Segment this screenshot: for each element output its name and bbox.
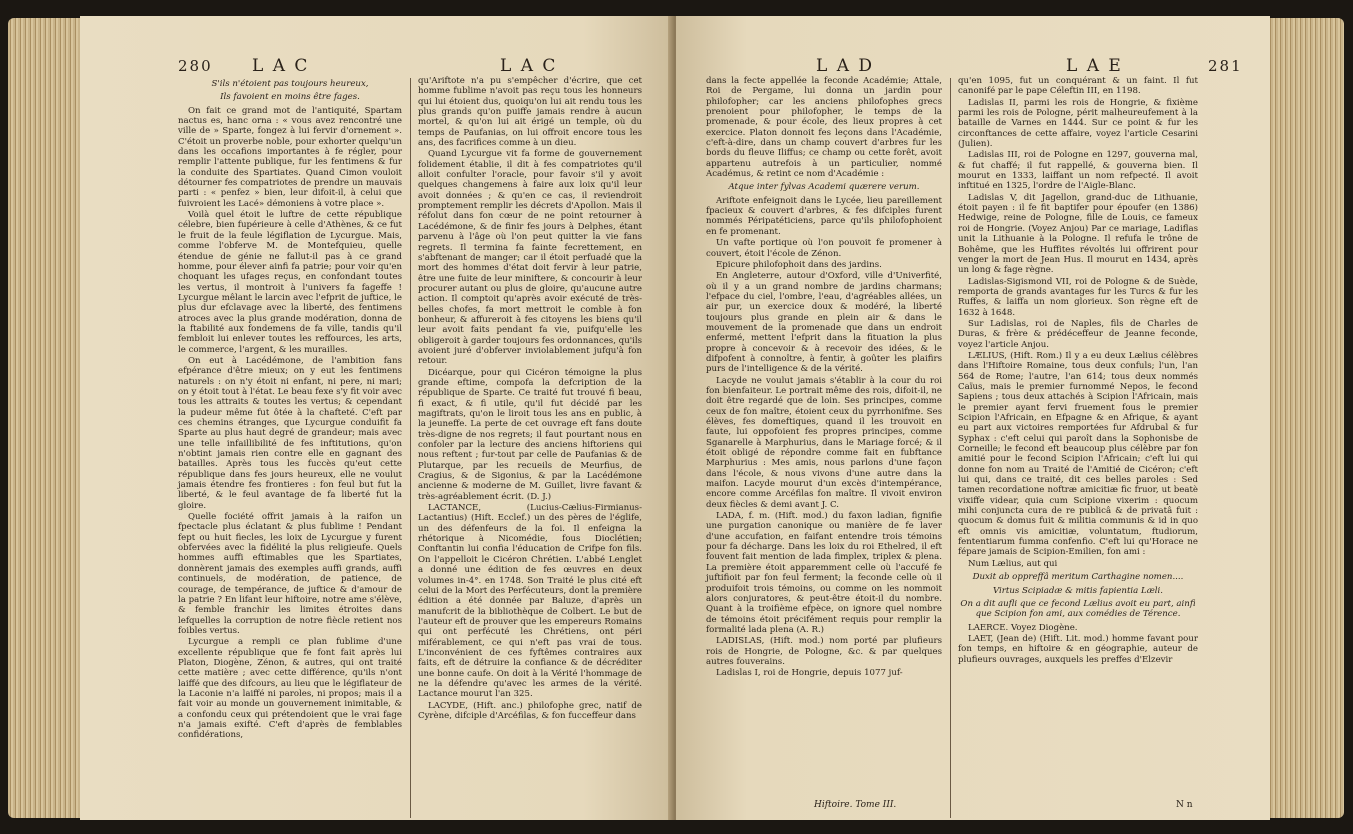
left-page [80, 16, 672, 820]
paragraph: Dicéarque, pour qui Cicéron témoigne la plus grande eftime, compofa la defcription de la république de Sparte. Ce traité fut trouvé fi beau, fi exact, & fi utile, qu'il fut décidé par les magiftrats, qu'on le liroit tous les ans en public, à la jeuneffe. La perte de cet ouvrage eft fans doute très-digne de nos regrets; il faut pourtant nous en confoler par la lecture des anciens hiftoriens qui nous reftent ; fur-tout par celle de Paufanias & de Plutarque, par les recueils de Meurfius, de Cragius, & de Sigonius, & par la Lacédémone ancienne & moderne de M. Guillet, livre favant & très-agréablement écrit. (D. J.) [418, 367, 642, 502]
paragraph: Quelle fociété offrit jamais à la raifon un fpectacle plus éclatant & plus fublime ! Pendant fept ou huit fiecles, les loix de Lycurgue y furent obfervées avec la fidélité la plus religieufe. Quels hommes auffi eftimables que les Spartiates, donnèrent jamais des exemples auffi grands, auffi continuels, de modération, de patience, de courage, de tempérance, de juftice & d'amour de la patrie ? En lifant leur hiftoire, notre ame s'élève, & femble franchir les limites étroites dans lefquelles la corruption de notre fiècle retient nos foibles vertus. [178, 512, 403, 636]
paragraph: qu'en 1095, fut un conquérant & un faint. Il fut canonifé par le pape Céleftin III, en 1198. [958, 76, 1198, 97]
paragraph: En Angleterre, autour d'Oxford, ville d'Univerfité, où il y a un grand nombre de jardins charmans; l'efpace du ciel, l'ombre, l'eau, d'agréables allées, un air pur, un exercice doux & modéré, la liberté toujours plus grande en plein air & dans le mouvement de la promenade que dans un endroit enfermé, mettent l'efprit dans la fituation la plus propre à concevoir & à recevoir des idées, & le difpofent à connoître, à fentir, à goûter les plaifirs purs de l'intelligence & de la vérité. [706, 271, 942, 375]
right-running-head: L A D [816, 56, 875, 76]
paragraph: Sur Ladislas, roi de Naples, fils de Charles de Duras, & frère & prédéceffeur de Jeanne feconde, voyez l'article Anjou. [958, 318, 1198, 350]
paragraph: Ladislas-Sigismond VII, roi de Pologne & de Suède, remporta de grands avantages fur les Turcs & fur les Ruffes, & laiffa un nom glorieux. Son règne eft de 1632 à 1648. [958, 276, 1198, 318]
paragraph: On a dit aufli que ce fecond Lælius avoit eu part, ainfi que Scipion fon ami, aux comédies de Térence. [960, 598, 1196, 620]
paragraph: Atque inter fylvas Academi quærere verum. [728, 182, 920, 193]
right-running-head-2: L A E [1066, 56, 1123, 76]
paragraph: Voilà quel étoit le luftre de cette république célebre, bien fupérieure à celle d'Athènes, & ce fut le fruit de la feule légiflation de Lycurgue. Mais, comme l'obferve M. de Montefquieu, quelle étendue de génie ne fallut-il pas à ce grand homme, pour élever ainfi fa patrie; pour voir qu'en choquant les ufages reçus, en confondant toutes les vertus, il montroit à l'univers fa fageffe ! Lycurgue mêlant le larcin avec l'efprit de juftice, le plus dur efclavage avec la liberté, des fentimens atroces avec la plus grande modération, donna de la ftabilité aux fondemens de fa ville, tandis qu'il fembloit lui enlever toutes les reffources, les arts, le commerce, l'argent, & les murailles. [178, 210, 402, 355]
paragraph: Virtus Scipiadæ & mitis fapientia Læli. [992, 585, 1164, 596]
left-running-head-2: L A C [500, 56, 558, 76]
right-page-edges [1268, 18, 1344, 818]
right-column-1 [706, 76, 942, 680]
volume-footer: Hiftoire. Tome III. [814, 800, 897, 810]
left-page-edges [8, 18, 82, 818]
paragraph: On fait ce grand mot de l'antiquité, Spartam nactus es, hanc orna : « vous avez rencontré une ville de » Sparte, fongez à lui fervir d'ornement ». C'étoit un proverbe noble, pour exhorter quelqu'un dans les occafions importantes à fe régler, pour remplir l'attente publique, fur les fentimens & fur la conduite des Spartiates. Quand Cimon vouloit détourner fes compatriotes de prendre un mauvais parti : « penfez » bien, leur difoit-il, à celui que fuivroient les Lacé» démoniens à votre place ». [178, 105, 402, 209]
left-column-1 [178, 76, 402, 742]
paragraph: Num Lælius, aut qui [968, 558, 1058, 569]
paragraph: LADISLAS, (Hift. mod.) nom porté par plufieurs rois de Hongrie, de Pologne, &c. & par quelques autres fouverains. [706, 636, 942, 667]
paragraph: Duxit ab oppreffâ meritum Carthagine nomen.... [972, 572, 1184, 583]
paragraph: LADA, f. m. (Hift. mod.) du faxon ladian, fignifie une purgation canonique ou manière de fe laver d'une accufation, en faifant entendre trois témoins pour fa décharge. Dans les loix du roi Ethelred, il eft fouvent fait mention de lada fimplex, triplex & plena. La première étoit apparemment celle où l'accufé fe juftifioit par fon feul ferment; la feconde celle où il produifoit trois témoins, ou comme on les nommoit alors conjuratores, & peut-être étoit-il du nombre. Quant à la troifième efpèce, on ignore quel nombre de témoins étoit précifément requis pour remplir la formalité lada plena (A. R.) [706, 511, 942, 635]
paragraph: S'ils n'étoient pas toujours heureux, [211, 79, 369, 89]
left-column-2 [418, 76, 642, 722]
paragraph: On eut à Lacédémone, de l'ambition fans efpérance d'être mieux; on y eut les fentimens naturels : on n'y étoit ni enfant, ni pere, ni mari; on y étoit tout à l'état. Le beau fexe s'y fit voir avec tous les attraits & toutes les vertus; & cependant la pudeur même fut ôtée à la chafteté. C'eft par ces chemins étranges, que Lycurgue conduifit fa Sparte au plus haut degré de grandeur; mais avec une telle infaillibilité de fes inftitutions, qu'on n'obtint jamais rien contre elle en gagnant des batailles. Après tous les fuccès qu'eut cette république dans fes jours heureux, elle ne voulut jamais étendre fes frontieres : fon feul but fut la liberté, & le feul avantage de fa liberté fut la gloire. [178, 355, 402, 511]
left-running-head: L A C [252, 56, 310, 76]
paragraph: Un vafte portique où l'on pouvoit fe promener à couvert, étoit l'école de Zénon. [706, 238, 942, 259]
paragraph: LÆLIUS, (Hift. Rom.) Il y a eu deux Lælius célèbres dans l'Hiftoire Romaine, tous deux confuls; l'un, l'an 564 de Rome; l'autre, l'an 614; tous deux nommés Caïus, mais le premier furnommé Nepos, le fecond Sapiens ; tous deux attachés à Scipion l'Africain, mais le premier ayant fervi fruement fous le premier Scipion l'Africain, en Efpagne & en Afrique, & ayant eu part aux victoires remportées fur Afdrubal & fur Syphax : c'eft celui qui paroît dans la Sophonisbe de Corneille; le fecond eft beaucoup plus célèbre par fon amitié pour le fecond Scipion l'Africain; c'eft lui qui donne fon nom au Traité de l'Amitié de Cicéron; c'eft lui qui, dans ce traité, dit ces belles paroles : Sed tamen recordatione noftræ amicitiæ fic fruor, ut beatè vixiffe videar, quia cum Scipione vixerim : quocum mihi conjuncta cura de re publicâ & de privatâ fuit : quocum & domus fuit & militia communis & id in quo eft omnis vis amicitiæ, voluntatum, ftudiorum, fententiarum fumma confenfio. C'eft lui qu'Horace ne fépare jamais de Scipion-Emilien, fon ami : [958, 350, 1198, 558]
right-page [676, 16, 1270, 820]
paragraph: Ils favoient en moins être fages. [220, 92, 360, 103]
column-rule [410, 78, 411, 818]
paragraph: Ariftote enfeignoit dans le Lycée, lieu pareillement fpacieux & couvert d'arbres, & fes difciples furent nommés Péripatéticiens, parce qu'ils philofophoient en fe promenant. [706, 195, 942, 237]
paragraph: Ladislas II, parmi les rois de Hongrie, & fixième parmi les rois de Pologne, périt malheureufement à la bataille de Varnes en 1444. Sur ce point & fur les circonftances de cette affaire, voyez l'article Cesarini (Julien). [958, 97, 1198, 150]
paragraph: Epicure philofophoit dans des jardins. [716, 259, 882, 270]
right-column-2 [958, 76, 1198, 666]
paragraph: Lycurgue a rempli ce plan fublime d'une excellente république que fe font fait après lui Platon, Diogène, Zénon, & autres, qui ont traité cette matière ; avec cette différence, qu'ils n'ont laiffé que des difcours, au lieu que le légiflateur de la Laconie n'a laiffé ni paroles, ni propos; mais il a fait voir au monde un gouvernement inimitable, & a confondu ceux qui prétendoient que le vrai fage n'a jamais exifté. C'eft d'après de femblables confidérations, [178, 637, 402, 741]
paragraph: Ladislas I, roi de Hongrie, depuis 1077 juf- [716, 668, 903, 679]
paragraph: Lacyde ne voulut jamais s'établir à la cour du roi fon bienfaiteur. Le portrait même des rois, difoit-il, ne doit être regardé que de loin. Ses principes, comme ceux de fon maître, étoient ceux du pyrrhonifme. Ses élèves, fes domeftiques, quand il les trouvoit en faute, lui oppofoient fes propres principes, comme Sganarelle à Marphurius, dans le Mariage forcé; & il étoit obligé de répondre comme fait en fubftance Marphurius : Mes amis, nous parlons d'une façon dans l'école, & nous vivons d'une autre dans la maifon. Lacyde mourut d'un excès d'intempérance, encore comme Arcéfilas fon maître. Il vivoit environ deux fiècles & demi avant J. C. [706, 375, 942, 510]
paragraph: Ladislas V, dit Jagellon, grand-duc de Lithuanie, étoit payen : il fe fit baptifer pour époufer (en 1386) Hedwige, reine de Pologne, fille de Louis, ce fameux roi de Hongrie. (Voyez Anjou) Par ce mariage, Ladiflas unit la Lithuanie à la Pologne. Il refufa le trône de Bohême, que les Huffites révoltés lui offrirent pour venger la mort de Jean Hus. Il mourut en 1434, après un long & fage règne. [958, 192, 1198, 276]
paragraph: LACYDE, (Hift. anc.) philofophe grec, natif de Cyrène, difciple d'Arcéfilas, & fon fucceffeur dans [418, 700, 642, 721]
paragraph: Quand Lycurgue vit fa forme de gouvernement folidement établie, il dit à fes compatriotes qu'il alloit confulter l'oracle, pour favoir s'il y avoit quelques changemens à faire aux loix qu'il leur avoit données ; & qu'en ce cas, il reviendroit promptement remplir les décrets d'Apollon. Mais il réfolut dans fon cœur de ne point retourner à Lacédémone, & de finir fes jours à Delphes, étant parvenu à l'âge où l'on peut quitter la vie fans regrets. Il termina fa fainte fecrettement, en s'abftenant de manger; car il étoit perfuadé que la mort des hommes d'état doit fervir à leur patrie, être une fuite de leur miniftere, & concourir à leur procurer autant ou plus de gloire, qu'aucune autre action. Il comptoit qu'après avoir exécuté de très-belles chofes, fa mort mettroit le comble à fon bonheur, & affureroit à fes citoyens les biens qu'il leur avoit faits pendant fa vie, puifqu'elle les obligeroit à garder toujours fes ordonnances, qu'ils avoient juré d'obferver inviolablement jufqu'à fon retour. [418, 149, 642, 367]
left-page-number: 280 [178, 57, 213, 75]
paragraph: LAERCE. Voyez Diogène. [968, 622, 1078, 633]
paragraph: LACTANCE, (Lucius-Cælius-Firmianus-Lactantius) (Hift. Ecclef.) un des pères de l'églife, un des défenfeurs de la foi. Il enfeigna la rhétorique à Nicomédie, fous Dioclétien; Conftantin lui confia l'éducation de Crifpe fon fils. On l'appelloit le Cicéron Chrétien. L'abbé Lenglet a donné une édition de fes œuvres en deux volumes in-4°. en 1748. Son Traité le plus cité eft celui de la Mort des Perfécuteurs, dont la première édition a été donnée par Baluze, d'après un manufcrit de la bibliothèque de Colbert. Le but de l'auteur eft de prouver que les empereurs Romains qui ont perfécuté les Chrétiens, ont péri miférablement, ce qui n'eft pas vrai de tous. L'inconvénient de ces fyftêmes contraires aux faits, eft de détruire la confiance & de décréditer une bonne caufe. On doit à la Vérité l'hommage de ne la défendre qu'avec les armes de la vérité. Lactance mourut l'an 325. [418, 503, 642, 700]
paragraph: LAET, (Jean de) (Hift. Lit. mod.) homme favant pour fon temps, en hiftoire & en géographie, auteur de plufieurs ouvrages, auxquels les preffes d'Elzevir [958, 633, 1198, 665]
paragraph: dans la fecte appellée la feconde Académie; Attale, Roi de Pergame, lui donna un jardin pour philofopher; car les anciens philofophes grecs prenoient pour philofopher, le temps de la promenade, & pour école, des lieux propres à cet exercice. Platon donnoit fes leçons dans l'Académie, c'eft-à-dire, dans un champ couvert d'arbres fur les bords du fleuve Iliffus; ce champ ou cette forêt, avoit appartenu autrefois à un particulier, nommé Académus, & retint ce nom d'Académie : [706, 76, 942, 180]
right-page-number: 281 [1208, 57, 1243, 75]
column-rule-right [950, 78, 951, 818]
paragraph: Ladislas III, roi de Pologne en 1297, gouverna mal, & fut chaffé; il fut rappellé, & gouverna bien. Il mourut en 1333, laiffant un nom refpecté. Il avoit inftitué en 1325, l'ordre de l'Aigle-Blanc. [958, 150, 1198, 192]
signature-mark: N n [1176, 800, 1193, 810]
paragraph: qu'Ariftote n'a pu s'empêcher d'écrire, que cet homme fublime n'avoit pas reçu tous les honneurs qui lui étoient dus, quoiqu'on lui ait rendu tous les plus grands qu'on puiffe jamais rendre à aucun mortel, & qu'on lui ait érigé un temple, où du temps de Paufanias, on lui offroit encore tous les ans, des facrifices comme à un dieu. [418, 76, 642, 149]
